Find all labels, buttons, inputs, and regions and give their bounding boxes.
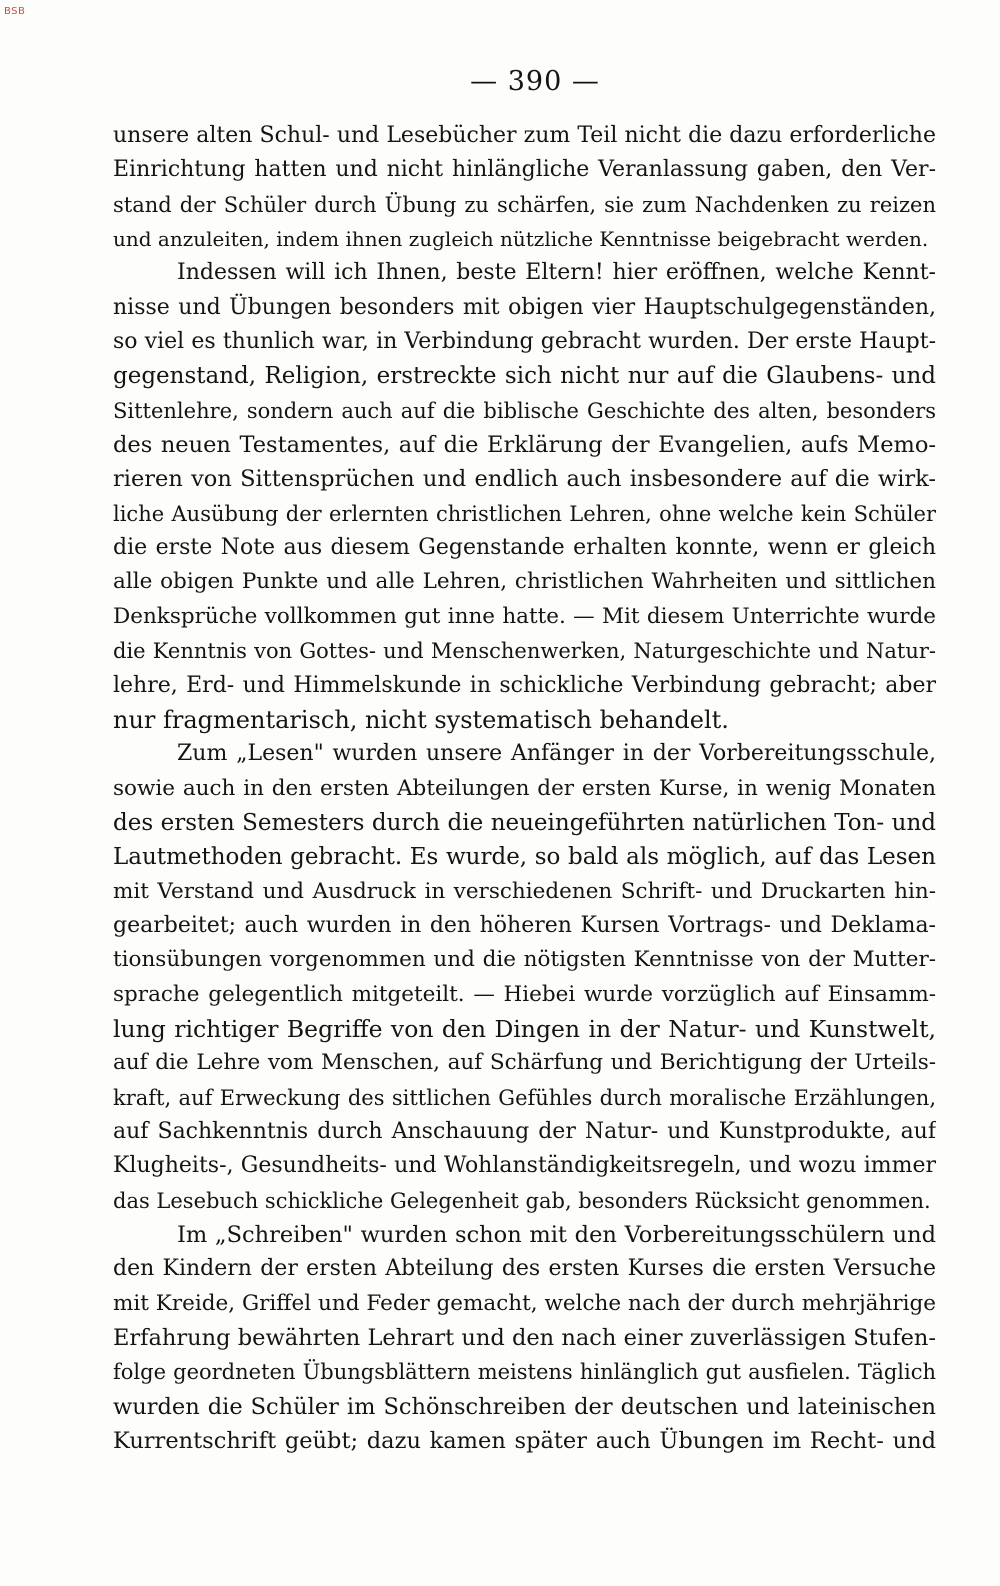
text-line: des neuen Testamentes, auf die Erklärung der Evangelien, aufs Memo- <box>113 432 936 459</box>
text-line: Lautmethoden gebracht. Es wurde, so bald als möglich, auf das Lesen <box>113 844 936 871</box>
text-line: Denksprüche vollkommen gut inne hatte. — Mit diesem Unterrichte wurde <box>113 603 936 629</box>
text-line: Indessen will ich Ihnen, beste Eltern! hier eröffnen, welche Kennt- <box>177 260 936 286</box>
text-line: Sittenlehre, sondern auch auf die biblische Geschichte des alten, besonders <box>113 398 936 423</box>
text-line: Zum „Lesen" wurden unsere Anfänger in der Vorbereitungsschule, <box>177 741 936 767</box>
text-line: stand der Schüler durch Übung zu schärfen, sie zum Nachdenken zu reizen <box>113 192 936 217</box>
text-line: wurden die Schüler im Schönschreiben der deutschen und lateinischen <box>113 1393 936 1420</box>
text-line: des ersten Semesters durch die neueingeführten natürlichen Ton- und <box>113 809 936 836</box>
text-line: den Kindern der ersten Abteilung des ersten Kurses die ersten Versuche <box>113 1256 936 1282</box>
text-line: so viel es thunlich war, in Verbindung gebracht wurden. Der erste Haupt- <box>113 329 936 355</box>
text-line: unsere alten Schul- und Lesebücher zum Teil nicht die dazu erforderliche <box>113 123 936 148</box>
text-line: mit Kreide, Griffel und Feder gemacht, welche nach der durch mehrjährige <box>113 1290 936 1316</box>
text-line: alle obigen Punkte und alle Lehren, christlichen Wahrheiten und sittlichen <box>113 569 936 595</box>
text-line: Im „Schreiben" wurden schon mit den Vorbereitungsschülern und <box>177 1222 936 1248</box>
text-line: die Kenntnis von Gottes- und Menschenwerken, Naturgeschichte und Natur- <box>113 639 936 664</box>
text-line: nur fragmentarisch, nicht systematisch behandelt. <box>113 705 729 734</box>
text-line: auf Sachkenntnis durch Anschauung der Natur- und Kunstprodukte, auf <box>113 1118 936 1144</box>
text-line: tionsübungen vorgenommen und die nötigsten Kenntnisse von der Mutter- <box>113 947 936 973</box>
text-line: und anzuleiten, indem ihnen zugleich nützliche Kenntnisse beigebracht werden. <box>113 227 929 252</box>
text-line: folge geordneten Übungsblättern meistens hinlänglich gut ausfielen. Täglich <box>113 1360 936 1385</box>
text-line: Kurrentschrift geübt; dazu kamen später auch Übungen im Recht- und <box>113 1428 936 1455</box>
text-line: gegenstand, Religion, erstreckte sich nicht nur auf die Glaubens- und <box>113 363 936 390</box>
page-number: — 390 — <box>470 66 600 97</box>
text-line: die erste Note aus diesem Gegenstande erhalten konnte, wenn er gleich <box>113 535 936 561</box>
text-line: sprache gelegentlich mitgeteilt. — Hiebei wurde vorzüglich auf Einsamm- <box>113 981 936 1007</box>
text-line: Klugheits-, Gesundheits- und Wohlanständigkeitsregeln, und wozu immer <box>113 1153 936 1179</box>
text-line: rieren von Sittensprüchen und endlich auch insbesondere auf die wirk- <box>113 466 936 493</box>
text-line: lung richtiger Begriffe von den Dingen in der Natur- und Kunstwelt, <box>113 1014 936 1043</box>
text-line: mit Verstand und Ausdruck in verschiedenen Schrift- und Druckarten hin- <box>113 878 936 904</box>
body-text <box>113 119 936 1458</box>
text-line: auf die Lehre vom Menschen, auf Schärfung und Berichtigung der Urteils- <box>113 1050 936 1076</box>
text-line: kraft, auf Erweckung des sittlichen Gefühles durch moralische Erzählungen, <box>113 1085 936 1110</box>
text-line: Einrichtung hatten und nicht hinlängliche Veranlassung gaben, den Ver- <box>113 157 936 183</box>
text-line: das Lesebuch schickliche Gelegenheit gab, besonders Rücksicht genommen. <box>113 1188 931 1213</box>
text-line: liche Ausübung der erlernten christlichen Lehren, ohne welche kein Schüler <box>113 501 936 526</box>
text-line: gearbeitet; auch wurden in den höheren Kursen Vortrags- und Deklama- <box>113 912 936 938</box>
text-line: nisse und Übungen besonders mit obigen vier Hauptschulgegenständen, <box>113 294 936 320</box>
library-watermark: BSB <box>4 6 26 17</box>
text-line: lehre, Erd- und Himmelskunde in schickliche Verbindung gebracht; aber <box>113 672 936 698</box>
text-line: sowie auch in den ersten Abteilungen der ersten Kurse, in wenig Monaten <box>113 775 936 801</box>
text-line: Erfahrung bewährten Lehrart und den nach einer zuverlässigen Stufen- <box>113 1325 936 1352</box>
